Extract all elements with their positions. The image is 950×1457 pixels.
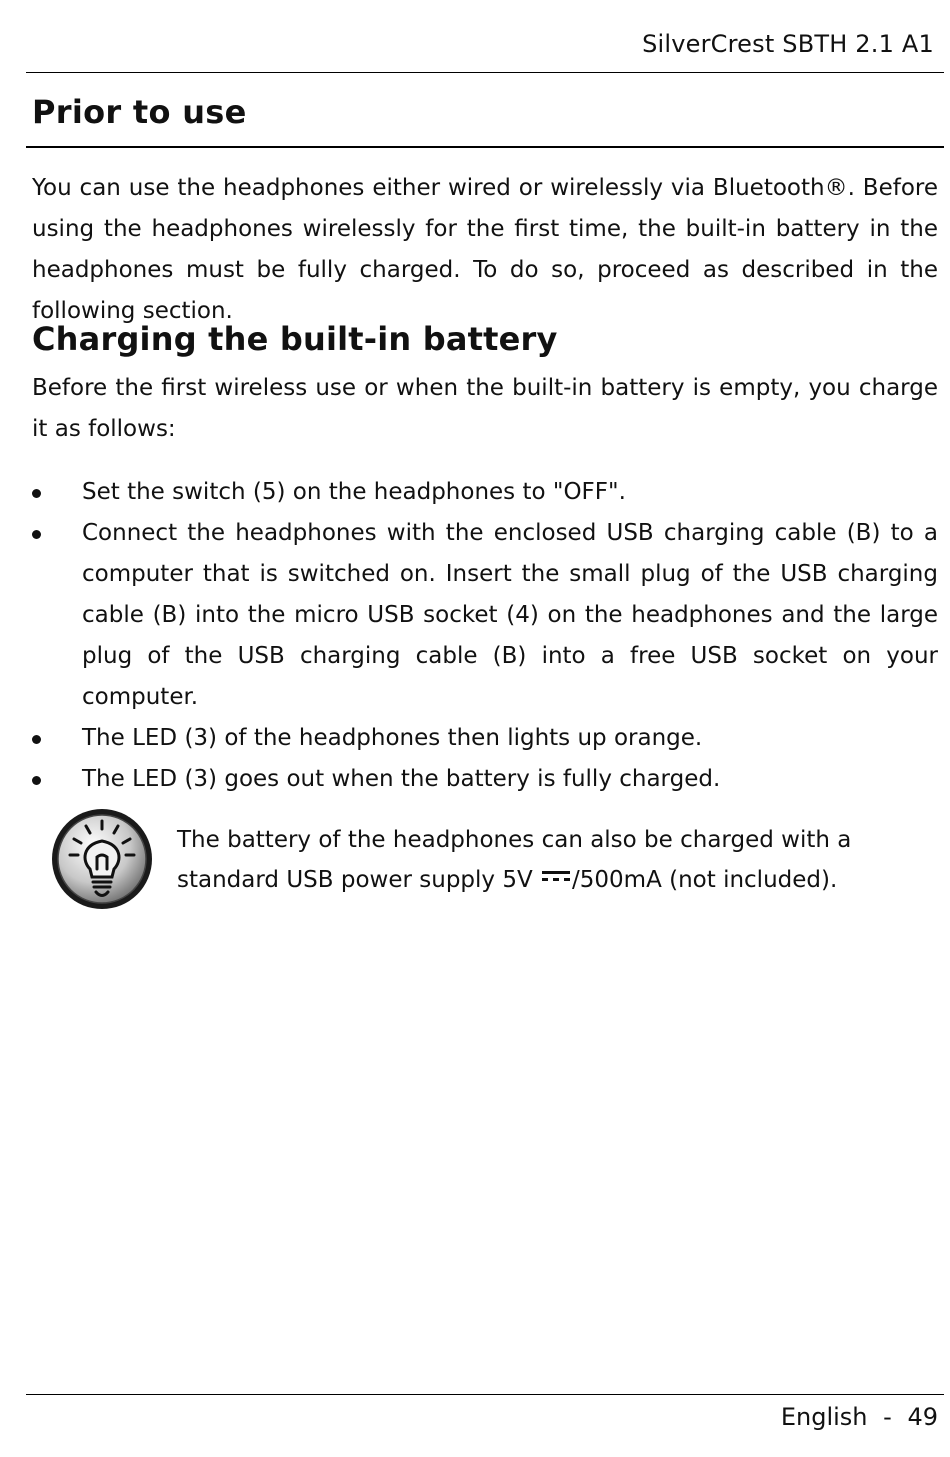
section-heading-charging: Charging the built-in battery bbox=[32, 320, 558, 358]
charging-steps-list bbox=[0, 472, 940, 800]
list-item-text: The LED (3) goes out when the battery is fully charged. bbox=[82, 766, 721, 792]
footer-rule bbox=[26, 1394, 944, 1395]
running-header: SilverCrest SBTH 2.1 A1 bbox=[642, 30, 934, 58]
bullet-icon bbox=[32, 776, 41, 785]
bullet-icon bbox=[32, 735, 41, 744]
list-item-text: The LED (3) of the headphones then lights up orange. bbox=[82, 725, 703, 751]
section-heading-prior-to-use: Prior to use bbox=[32, 93, 247, 131]
header-rule bbox=[26, 72, 944, 73]
note-text-start: The battery of the headphones can also be charged with a standard USB power supply 5V bbox=[177, 827, 852, 893]
list-item-text: Set the switch (5) on the headphones to "OFF". bbox=[82, 479, 626, 505]
list-item-text: Connect the headphones with the enclosed USB charging cable (B) to a computer that is switched on. Insert the small plug of the USB charging cable (B) into the micro USB socket (4) on the headphones and the large plug of the USB charging cable (B) into a free USB socket on your computer. bbox=[82, 520, 938, 710]
intro-paragraph: You can use the headphones either wired or wirelessly via Bluetooth®. Before using the headphones wirelessly for the first time, the built-in battery in the headphones must be fully charged. To do so, proceed as described in the following section. bbox=[32, 175, 938, 324]
bullet-icon bbox=[32, 489, 41, 498]
lightbulb-icon bbox=[50, 807, 154, 911]
note-text-end: /500mA (not included). bbox=[572, 867, 838, 893]
list-item bbox=[0, 472, 938, 513]
footer-language: English bbox=[780, 1403, 868, 1431]
charging-intro-paragraph: Before the first wireless use or when the built-in battery is empty, you charge it as follows: bbox=[32, 375, 938, 442]
list-item bbox=[0, 513, 938, 718]
heading-rule bbox=[26, 146, 944, 148]
note-text bbox=[177, 822, 937, 898]
page-footer bbox=[781, 1403, 938, 1431]
bullet-icon bbox=[32, 530, 41, 539]
list-item bbox=[0, 759, 938, 800]
dc-current-icon bbox=[542, 858, 570, 894]
list-item bbox=[0, 718, 938, 759]
page-number: 49 bbox=[907, 1403, 938, 1431]
footer-separator: - bbox=[883, 1403, 892, 1431]
